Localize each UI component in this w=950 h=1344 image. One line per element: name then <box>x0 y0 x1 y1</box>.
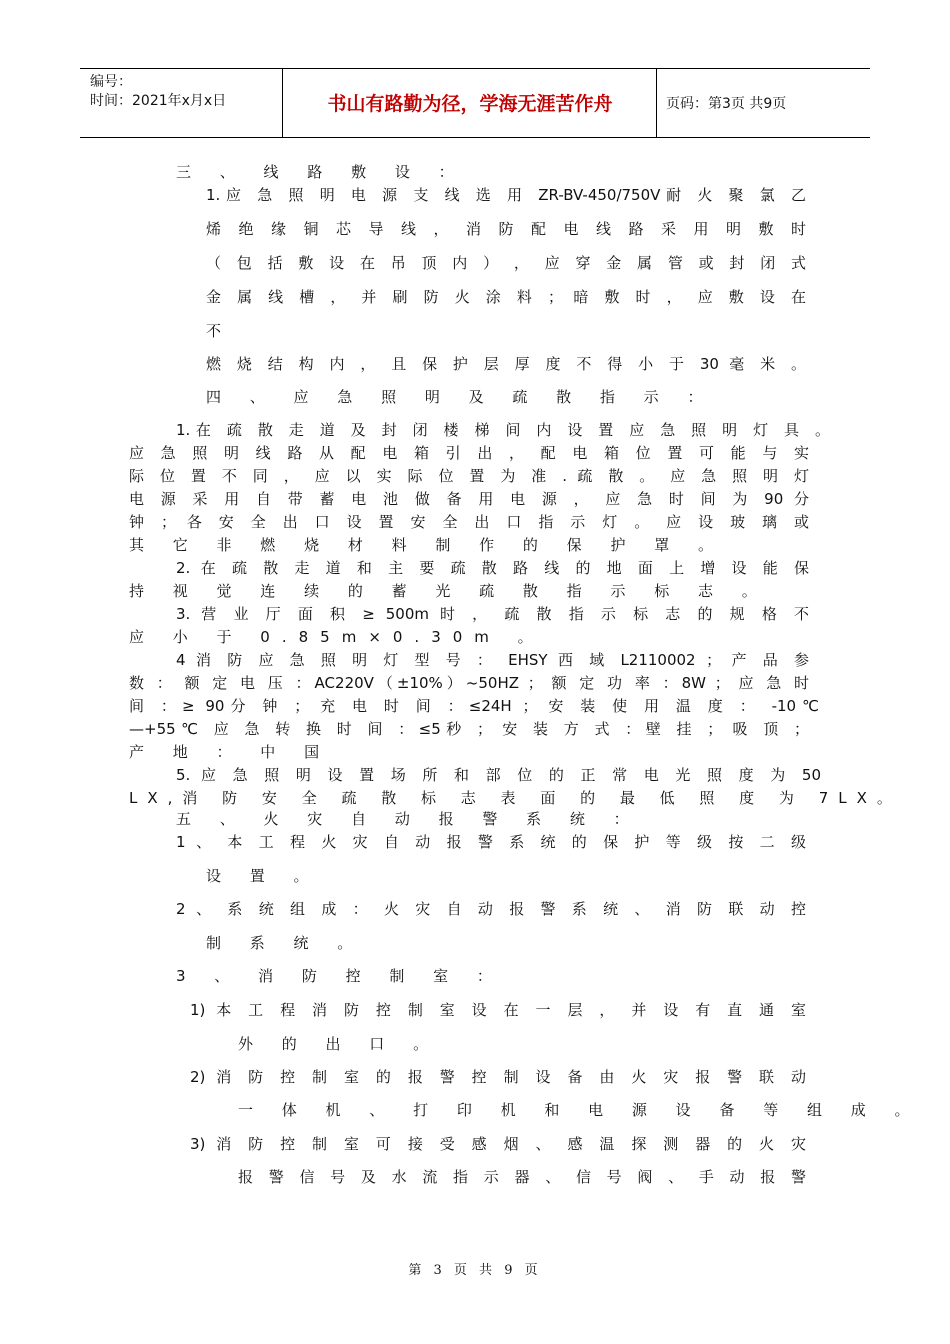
section-heading: 五 、 火 灾 自 动 报 警 系 统 ： <box>176 810 641 828</box>
section-heading: 三 、 线 路 敷 设 ： <box>176 163 466 181</box>
header-page-info: 页码：第3页 共9页 <box>666 96 787 112</box>
body-line: 1) 本 工 程 消 防 控 制 室 设 在 一 层 ， 并 设 有 直 通 室 <box>190 1001 806 1019</box>
body-line: 2. 在 疏 散 走 道 和 主 要 疏 散 路 线 的 地 面 上 增 设 能 保 <box>176 559 809 577</box>
header-motto: 书山有路勤为径，学海无涯苦作舟 <box>327 93 613 115</box>
document-number-label: 编号： <box>90 74 132 90</box>
page-footer: 第 3 页 共 9 页 <box>408 1263 542 1278</box>
body-line: 2 、 系 统 组 成 ： 火 灾 自 动 报 警 系 统 、 消 防 联 动 控 <box>176 900 806 918</box>
body-line: 3) 消 防 控 制 室 可 接 受 感 烟 、 感 温 探 测 器 的 火 灾 <box>190 1135 806 1153</box>
body-line: LX,消 防 安 全 疏 散 标 志 表 面 的 最 低 照 度 为 7LX。 <box>129 789 902 807</box>
body-line: 燃 烧 结 构 内 ， 且 保 护 层 厚 度 不 得 小 于 30 毫 米 。 <box>206 355 806 373</box>
body-line: 5. 应 急 照 明 设 置 场 所 和 部 位 的 正 常 电 光 照 度 为 50 <box>176 766 821 784</box>
body-line: 电 源 采 用 自 带 蓄 电 池 做 备 用 电 源 ， 应 急 时 间 为 90 分 <box>129 490 809 508</box>
body-line: 钟 ； 各 安 全 出 口 设 置 安 全 出 口 指 示 灯 。 应 设 玻 璃 或 <box>129 513 809 531</box>
body-line: 3. 营 业 厅 面 积 ≥ 500m 时 ， 疏 散 指 示 标 志 的 规 格 不 <box>176 605 809 623</box>
body-line: 一 体 机 、 打 印 机 和 电 源 设 备 等 组 成 。 <box>238 1101 922 1119</box>
body-line: 1.在 疏 散 走 道 及 封 闭 楼 梯 间 内 设 置 应 急 照 明 灯 具 。 <box>176 421 830 439</box>
body-line: 4 消 防 应 急 照 明 灯 型 号 ： EHSY 西 域 L2110002 ； 产 品 参 <box>176 651 809 669</box>
body-line: 外 的 出 口 。 <box>238 1035 441 1053</box>
body-line: 应 小 于 0.85m×0.30m 。 <box>129 628 545 646</box>
body-line: 制 系 统 。 <box>206 934 365 952</box>
body-line: 3 、 消 防 控 制 室 ： <box>176 967 504 985</box>
body-line: 持 视 觉 连 续 的 蓄 光 疏 散 指 示 标 志 。 <box>129 582 769 600</box>
section-heading: 四 、 应 急 照 明 及 疏 散 指 示 ： <box>206 388 715 406</box>
body-line: 应 急 照 明 线 路 从 配 电 箱 引 出 ， 配 电 箱 位 置 可 能 与 实 <box>129 444 809 462</box>
body-line: 金 属 线 槽 ， 并 刷 防 火 涂 料 ； 暗 敷 时 ， 应 敷 设 在 <box>206 288 806 306</box>
body-line: 1.应 急 照 明 电 源 支 线 选 用 ZR-BV-450/750V耐 火 聚 氯 乙 <box>206 186 806 204</box>
body-line: —+55℃ 应 急 转 换 时 间 ：≤5秒 ； 安 装 方 式 ：壁 挂 ； 吸 顶 ； <box>129 720 809 738</box>
body-line: 际 位 置 不 同 ， 应 以 实 际 位 置 为 准 . 疏 散 。 应 急 照 明 灯 <box>129 467 809 485</box>
body-line: 报 警 信 号 及 水 流 指 示 器 、 信 号 阀 、 手 动 报 警 <box>238 1168 806 1186</box>
body-line: 设 置 。 <box>206 867 321 885</box>
body-line: 间 ：≥ 90分 钟 ； 充 电 时 间 ：≤24H ； 安 装 使 用 温 度 ： -10℃ <box>129 697 819 715</box>
body-line: 2) 消 防 控 制 室 的 报 警 控 制 设 备 由 火 灾 报 警 联 动 <box>190 1068 806 1086</box>
body-line: 数 ： 额 定 电 压 ：AC220V（±10%）~50HZ ； 额 定 功 率 ：8W ； 应 急 时 <box>129 674 809 692</box>
body-line: （ 包 括 敷 设 在 吊 顶 内 ） ， 应 穿 金 属 管 或 封 闭 式 <box>206 254 806 272</box>
body-line: 1 、 本 工 程 火 灾 自 动 报 警 系 统 的 保 护 等 级 按 二 级 <box>176 833 806 851</box>
body-line: 不 <box>206 322 234 340</box>
body-line: 其 它 非 燃 烧 材 料 制 作 的 保 护 罩 。 <box>129 536 725 554</box>
body-line: 烯 绝 缘 铜 芯 导 线 ， 消 防 配 电 线 路 采 用 明 敷 时 <box>206 220 806 238</box>
body-line: 产 地 ： 中 国 <box>129 743 332 761</box>
document-date: 时间：2021年x月x日 <box>90 93 227 109</box>
